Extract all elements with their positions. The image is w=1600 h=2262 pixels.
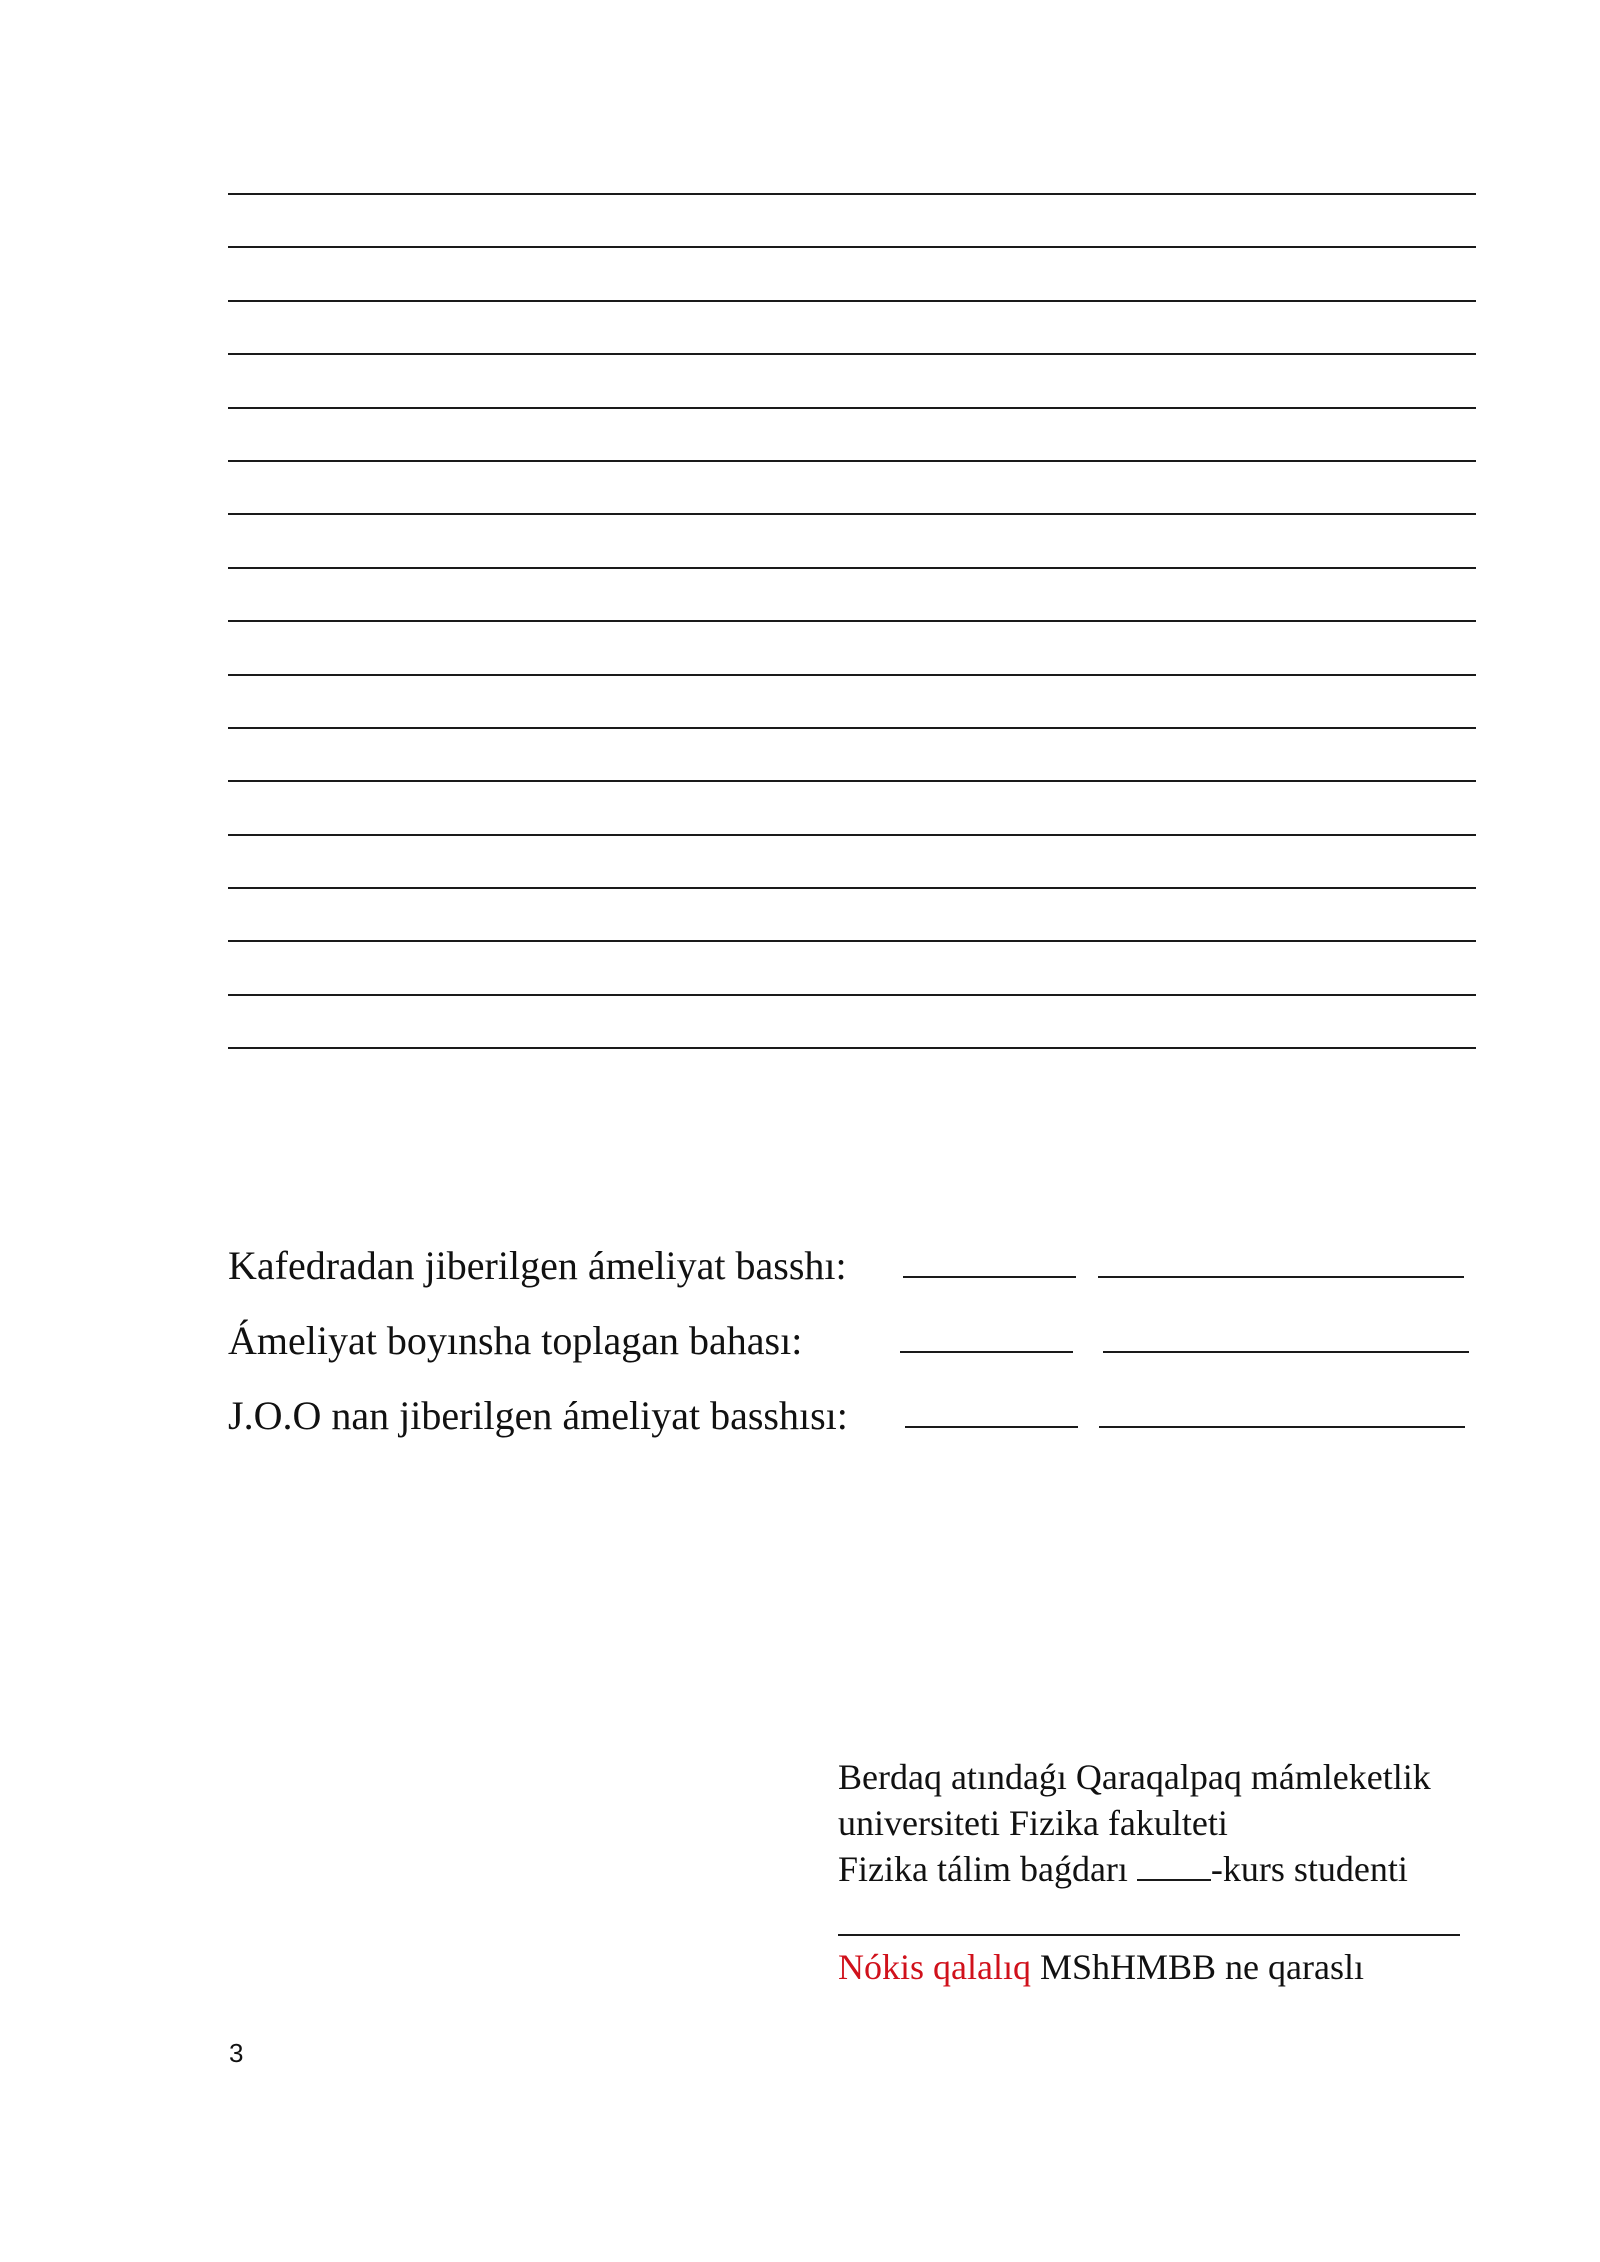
- practice-grade-label: Ámeliyat boyınsha toplagan bahası:: [228, 1318, 803, 1363]
- ruled-line: [228, 193, 1476, 246]
- ruled-line: [228, 513, 1476, 566]
- program-suffix: -kurs studenti: [1210, 1849, 1408, 1889]
- practice-grade-row: [228, 1303, 1478, 1378]
- department-supervisor-row: [228, 1228, 1478, 1303]
- evaluation-signatures: [228, 1228, 1478, 1453]
- ruled-line: [228, 727, 1476, 780]
- city-name: Nókis qalalıq: [838, 1947, 1031, 1987]
- ruled-writing-lines: [228, 193, 1476, 1101]
- practice-grade-score-blank[interactable]: [900, 1351, 1073, 1353]
- ruled-line: [228, 780, 1476, 833]
- department-supervisor-name-blank[interactable]: [1098, 1276, 1464, 1278]
- institution-supervisor-row: [228, 1378, 1478, 1453]
- university-line-2: universiteti Fizika fakulteti: [838, 1803, 1228, 1843]
- ruled-line: [228, 353, 1476, 406]
- ruled-line: [228, 407, 1476, 460]
- student-info: [838, 1754, 1478, 1990]
- ruled-line: [228, 834, 1476, 887]
- course-number-blank[interactable]: [1137, 1849, 1211, 1881]
- ruled-line: [228, 674, 1476, 727]
- department-supervisor-signature-blank[interactable]: [903, 1276, 1076, 1278]
- program-line: [838, 1846, 1478, 1892]
- ruled-line: [228, 1047, 1476, 1100]
- ruled-line: [228, 567, 1476, 620]
- program-prefix: Fizika tálim baǵdarı: [838, 1849, 1128, 1889]
- practice-grade-words-blank[interactable]: [1103, 1351, 1469, 1353]
- ruled-line: [228, 887, 1476, 940]
- ruled-line: [228, 620, 1476, 673]
- institution-supervisor-label: J.O.O nan jiberilgen ámeliyat basshısı:: [228, 1393, 848, 1438]
- placement-institution: MShHMBB ne qaraslı: [1039, 1947, 1364, 1987]
- placement-line: [838, 1944, 1478, 1990]
- ruled-line: [228, 300, 1476, 353]
- page-number: 3: [229, 2038, 244, 2068]
- ruled-line: [228, 994, 1476, 1047]
- student-name-blank[interactable]: [838, 1900, 1460, 1936]
- institution-supervisor-signature-blank[interactable]: [905, 1426, 1078, 1428]
- ruled-line: [228, 460, 1476, 513]
- ruled-line: [228, 246, 1476, 299]
- ruled-line: [228, 940, 1476, 993]
- institution-supervisor-name-blank[interactable]: [1099, 1426, 1465, 1428]
- university-line-1: Berdaq atındaǵı Qaraqalpaq mámleketlik: [838, 1757, 1431, 1797]
- department-supervisor-label: Kafedradan jiberilgen ámeliyat basshı:: [228, 1243, 847, 1288]
